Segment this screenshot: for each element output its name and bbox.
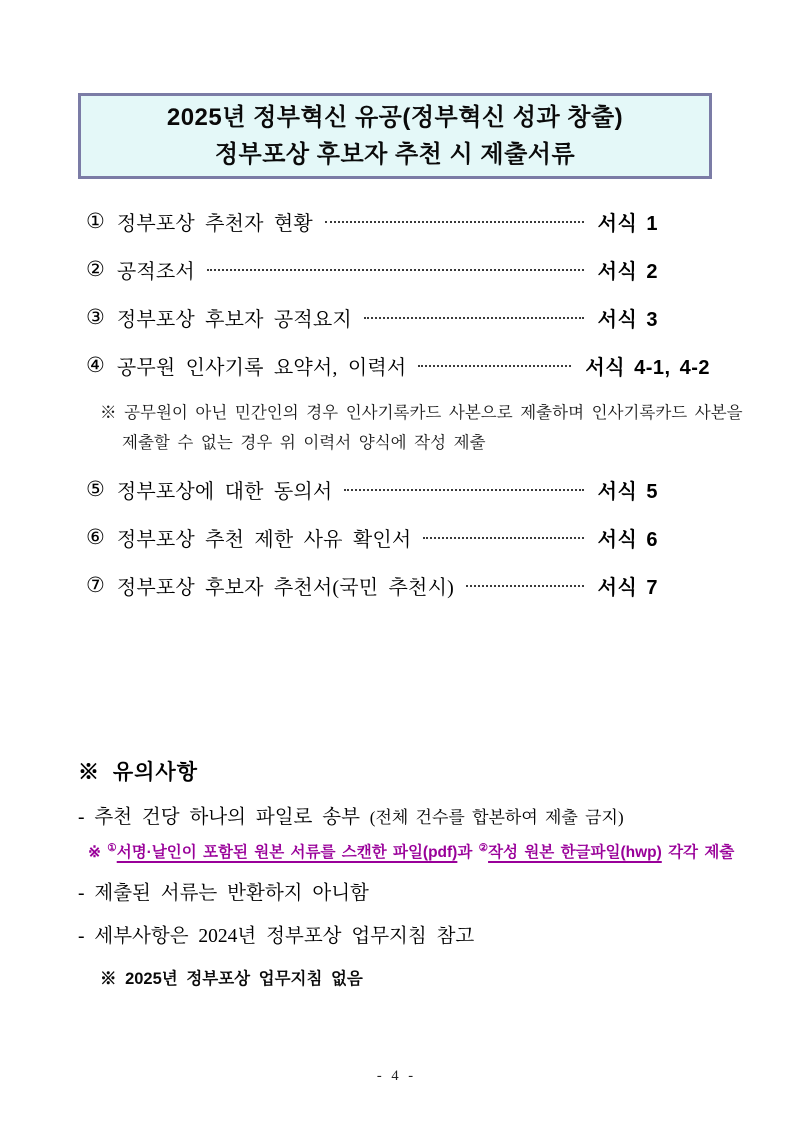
note-no-2025-guideline: ※ 2025년 정부포상 업무지침 없음 [100,970,363,988]
checklist-row [86,474,658,504]
civil-servant-note-line-1: ※ 공무원이 아닌 민간인의 경우 인사기록카드 사본으로 제출하며 인사기록카드 사본을 [100,404,743,422]
form-label: 서식 5 [597,480,658,503]
title-box [78,93,712,179]
submission-checklist [86,206,743,618]
file-note-underline-pdf: 서명·날인이 포함된 원본 서류를 스캔한 파일(pdf) [116,844,458,861]
notes-section [78,756,738,989]
dotted-leader [344,489,583,491]
file-note-suffix: 각각 제출 [661,844,735,861]
note-single-file [78,801,738,829]
title-line-2: 정부포상 후보자 추천 시 제출서류 [214,141,576,168]
item-number: ④ [86,352,105,377]
checklist-row [86,350,710,380]
notes-header: ※ 유의사항 [78,761,198,784]
note-no-return: - 제출된 서류는 반환하지 아니함 [78,883,369,904]
form-label: 서식 2 [597,260,658,283]
item-number: ③ [86,304,105,329]
form-label: 서식 1 [597,212,658,235]
title-line-1: 2025년 정부혁신 유공(정부혁신 성과 창출) [166,104,624,131]
item-number: ⑦ [86,572,105,597]
item-number: ① [86,208,105,233]
file-note-underline-hwp: 작성 원본 한글파일(hwp) [488,844,662,861]
checklist-row [86,254,658,284]
dotted-leader [207,269,584,271]
item-number: ⑤ [86,476,105,501]
item-label: 공무원 인사기록 요약서, 이력서 [116,356,407,379]
file-format-note [88,840,738,862]
dotted-leader [423,537,583,539]
file-note-mid: 과 [457,844,479,861]
form-label: 서식 4-1, 4-2 [585,356,710,379]
circled-1: ① [107,841,117,854]
item-label: 정부포상 추천자 현황 [116,212,313,235]
dotted-leader [418,365,571,367]
checklist-row [86,570,658,600]
item-label: 공적조서 [116,260,195,283]
circled-2: ② [478,841,489,854]
item-label: 정부포상 후보자 공적요지 [116,308,352,331]
note-refer-guideline: - 세부사항은 2024년 정부포상 업무지침 참고 [78,926,475,947]
item-label: 정부포상 후보자 추천서(국민 추천시) [116,576,454,599]
form-label: 서식 7 [597,576,658,599]
item-label: 정부포상에 대한 동의서 [116,480,333,503]
page-number: - 4 - [376,1068,417,1084]
dotted-leader [466,585,584,587]
item-number: ⑥ [86,524,105,549]
dotted-leader [325,221,584,223]
civil-servant-note [100,398,743,458]
form-label: 서식 3 [597,308,658,331]
civil-servant-note-line-2: 제출할 수 없는 경우 위 이력서 양식에 작성 제출 [122,434,486,452]
item-label: 정부포상 추천 제한 사유 확인서 [116,528,412,551]
note-single-file-main: - 추천 건당 하나의 파일로 송부 [78,807,370,828]
note-single-file-paren: (전체 건수를 합본하여 제출 금지) [369,808,624,827]
file-note-prefix: ※ [88,844,108,861]
checklist-row [86,302,658,332]
item-number: ② [86,256,105,281]
checklist-row [86,206,658,236]
form-label: 서식 6 [597,528,658,551]
checklist-row [86,522,658,552]
dotted-leader [364,317,584,319]
